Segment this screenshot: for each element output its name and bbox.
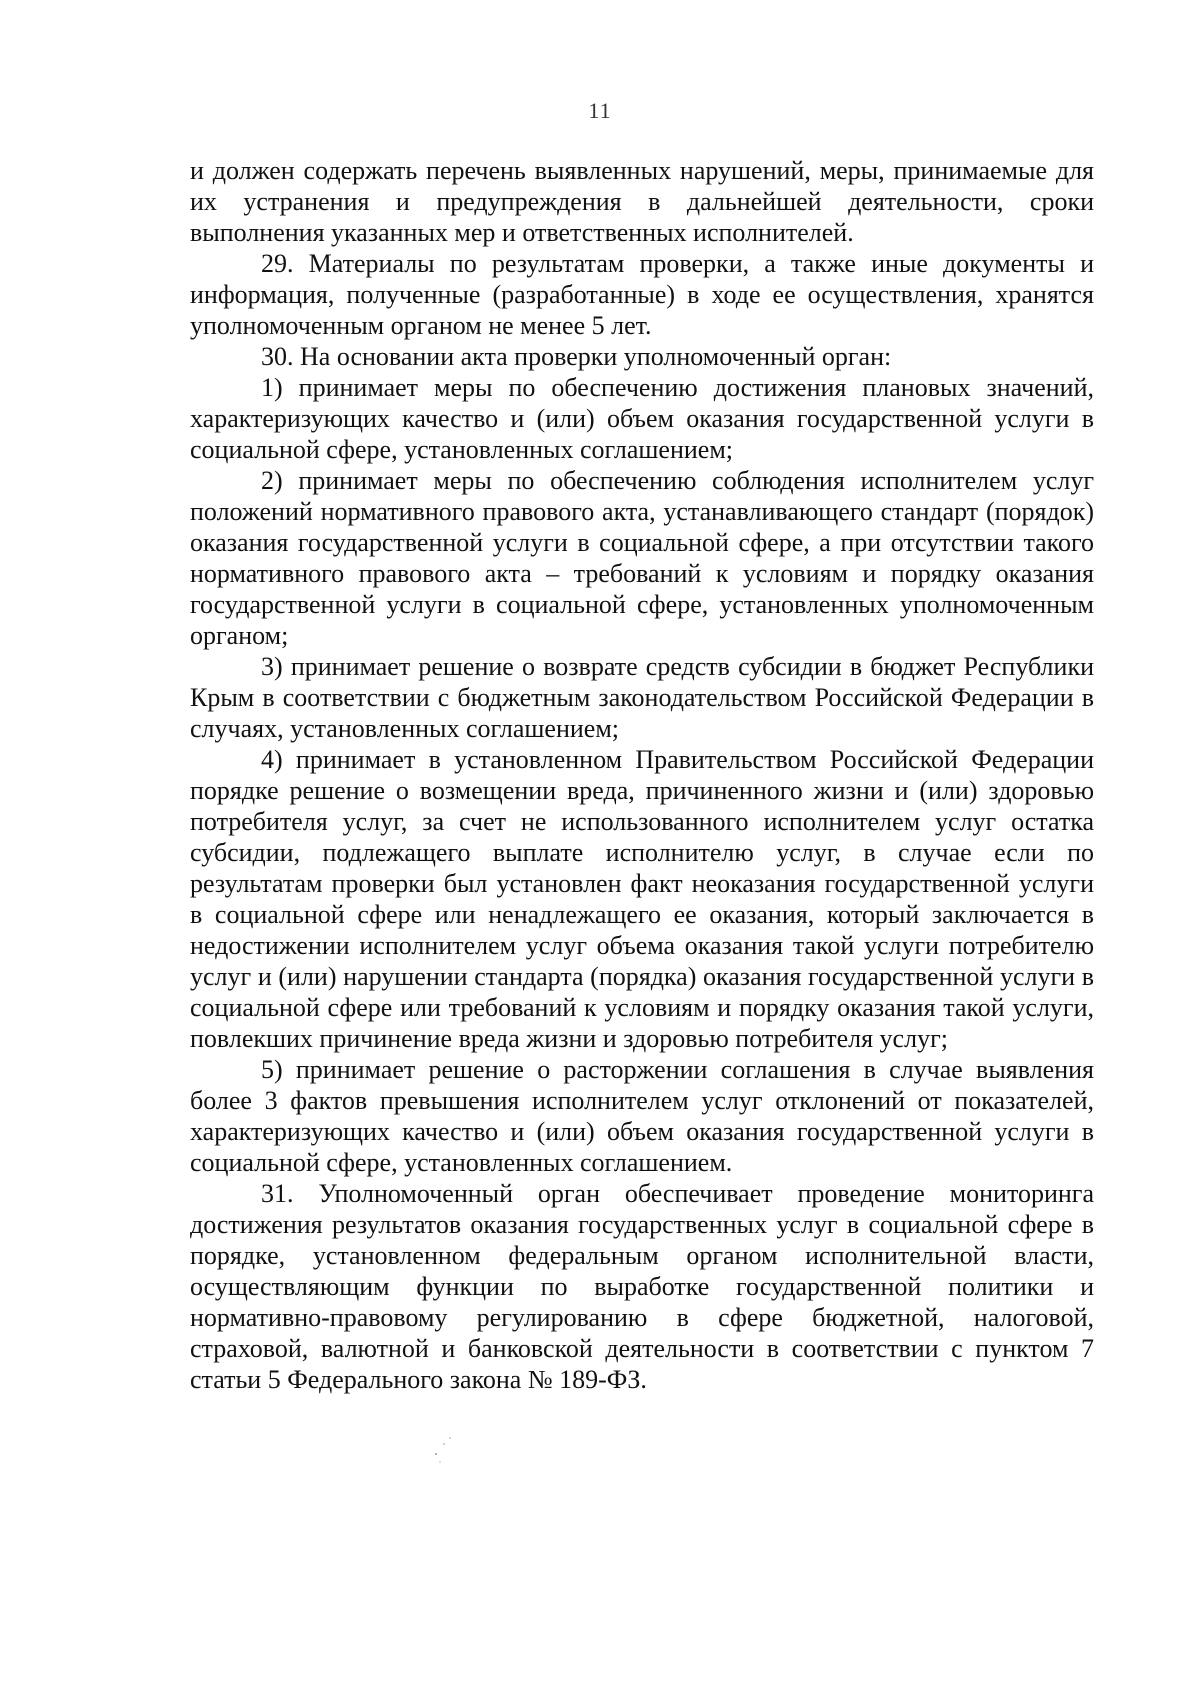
page-number: 11	[588, 98, 612, 123]
paragraph-subitem-3: 3) принимает решение о возврате средств субсидии в бюджет Республики Крым в соответствии с бюджетным законодательством Российской Федерации в случаях, установленных соглашением;	[190, 652, 1094, 743]
paragraph-item-30: 30. На основании акта проверки уполномоченный орган:	[261, 342, 892, 371]
paragraph-subitem-5: 5) принимает решение о расторжении соглашения в случае выявления более 3 фактов превышения исполнителем услуг отклонений от показателей, характеризующих качество и (или) объем оказания государственной услуги в социальной сфере, установленных соглашением.	[190, 1055, 1094, 1177]
paragraph-subitem-4: 4) принимает в установленном Правительством Российской Федерации порядке решение о возмещении вреда, причиненного жизни и (или) здоровью потребителя услуг, за счет не использованного исполнителем услуг остатка субсидии, подлежащего выплате исполнителю услуг, в случае если по результатам проверки был установлен факт неоказания государственной услуги в социальной сфере или ненадлежащего ее оказания, который заключается в недостижении исполнителем услуг объема оказания такой услуги потребителю услуг и (или) нарушении стандарта (порядка) оказания государственной услуги в социальной сфере или требований к условиям и порядку оказания такой услуги, повлекших причинение вреда жизни и здоровью потребителя услуг;	[190, 745, 1094, 1053]
paragraph-item-31: 31. Уполномоченный орган обеспечивает проведение мониторинга достижения результатов оказания государственных услуг в социальной сфере в порядке, установленном федеральным органом исполнительной власти, осуществляющим функции по выработке государственной политики и нормативно-правовому регулированию в сфере бюджетной, налоговой, страховой, валютной и банковской деятельности в соответствии с пунктом 7 статьи 5 Федерального закона № 189-ФЗ.	[190, 1179, 1094, 1394]
paragraph-item-29: 29. Материалы по результатам проверки, а также иные документы и информация, полученные (разработанные) в ходе ее осуществления, хранятся уполномоченным органом не менее 5 лет.	[190, 249, 1094, 340]
paragraph-subitem-1: 1) принимает меры по обеспечению достижения плановых значений, характеризующих качество и (или) объем оказания государственной услуги в социальной сфере, установленных соглашением;	[190, 373, 1094, 464]
scan-specks	[430, 1430, 460, 1470]
paragraph-continuation: и должен содержать перечень выявленных нарушений, меры, принимаемые для их устранения и предупреждения в дальнейшей деятельности, сроки выполнения указанных мер и ответственных исполнителей.	[190, 156, 1094, 247]
document-body	[190, 155, 1094, 1395]
paragraph-subitem-2: 2) принимает меры по обеспечению соблюдения исполнителем услуг положений нормативного правового акта, устанавливающего стандарт (порядок) оказания государственной услуги в социальной сфере, а при отсутствии такого нормативного правового акта – требований к условиям и порядку оказания государственной услуги в социальной сфере, установленных уполномоченным органом;	[190, 466, 1094, 650]
